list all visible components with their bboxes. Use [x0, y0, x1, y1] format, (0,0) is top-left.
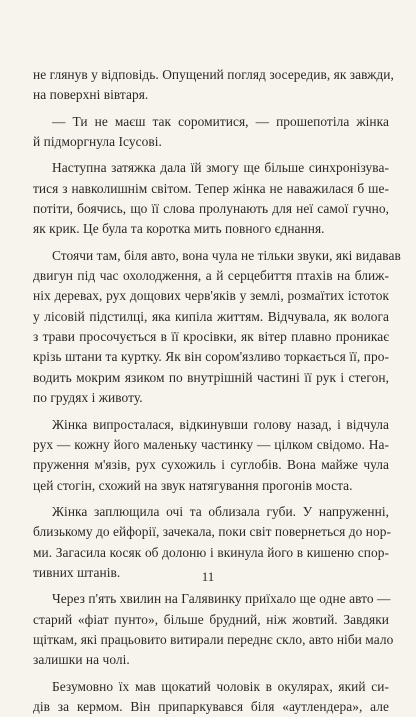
text-line: у лісовій підстилці, яка кипіла життям. Відчувала, як волога: [33, 308, 389, 324]
paragraph: [33, 415, 389, 496]
page-text: [33, 65, 401, 717]
text-line: з трави просочується в її кросівки, як вітер плавно проникає: [33, 329, 389, 345]
text-line: на поверхні вівтаря.: [33, 87, 149, 103]
text-line: Жінка заплющила очі та облизала губи. У напруженні,: [52, 503, 389, 519]
text-line: старий «фіат пунто», більше брудний, ніж жовтий. Завдяки: [33, 611, 389, 627]
text-line: ніх деревах, рух дощових черв'яків у землі, розмаїтих істоток: [33, 288, 389, 304]
paragraph: [33, 112, 389, 153]
page-number: 11: [201, 569, 215, 584]
text-line: Через п'ять хвилин на Галявинку приїхало ще одне авто —: [52, 591, 391, 607]
text-line: Безумовно їх мав щокатий чоловік в окулярах, який си-: [52, 678, 389, 694]
text-line: щіткам, які працьовито витирали переднє скло, авто ніби мало: [33, 631, 394, 647]
text-line: залишки на чолі.: [33, 652, 130, 668]
text-line: по грудях і животу.: [33, 390, 143, 406]
paragraph: [33, 65, 394, 106]
text-line: — Ти не маєш так соромитися, — прошепотіла жінка: [52, 113, 389, 129]
paragraph: [33, 589, 394, 670]
text-line: Жінка випросталася, відкинувши голову назад, і відчула: [52, 416, 389, 432]
paragraph: [33, 158, 389, 239]
text-line: близькому до ейфорії, зачекала, поки світ повернеться до нор-: [33, 524, 391, 540]
text-line: рух — кожну його маленьку частинку — цілком свідомо. На-: [33, 436, 389, 452]
text-line: Наступна затяжка дала їй змогу ще більше синхронізува-: [52, 160, 389, 176]
text-line: двигун під час охолодження, а й серцебиття птахів на ближ-: [33, 268, 389, 284]
text-line: пруження м'язів, рух сухожиль і суглобів. Вона майже чула: [33, 457, 389, 473]
text-line: тися з навколишнім світом. Тепер жінка не наважилася б ше-: [33, 180, 389, 196]
text-line: тивних штанів.: [33, 564, 121, 580]
paragraph: [33, 246, 401, 409]
paragraph: [33, 677, 389, 717]
text-line: водить мокрим язиком по внутрішній частині її рук і стегон,: [33, 369, 389, 385]
text-line: й підморгнула Ісусові.: [33, 134, 162, 150]
text-line: дів за кермом. Він припаркувався біля «аутлендера», але: [33, 698, 389, 714]
text-line: ми. Загасила косяк об долоню і вкинула його в кишеню спор-: [33, 544, 389, 560]
text-line: потіти, боячись, що її слова пролунають для неї самої гучно,: [33, 201, 389, 217]
text-line: цей стогін, схожий на звук натягування прогонів моста.: [33, 477, 353, 493]
text-line: як крик. Це була та коротка мить повного єднання.: [33, 221, 325, 237]
text-line: крізь штани та куртку. Як він сором'язливо торкається її, про-: [33, 349, 389, 365]
text-line: не глянув у відповідь. Опущений погляд зосередив, як завжди,: [33, 67, 394, 82]
text-line: Стоячи там, біля авто, вона чула не тільки звуки, які видавав: [52, 247, 401, 263]
